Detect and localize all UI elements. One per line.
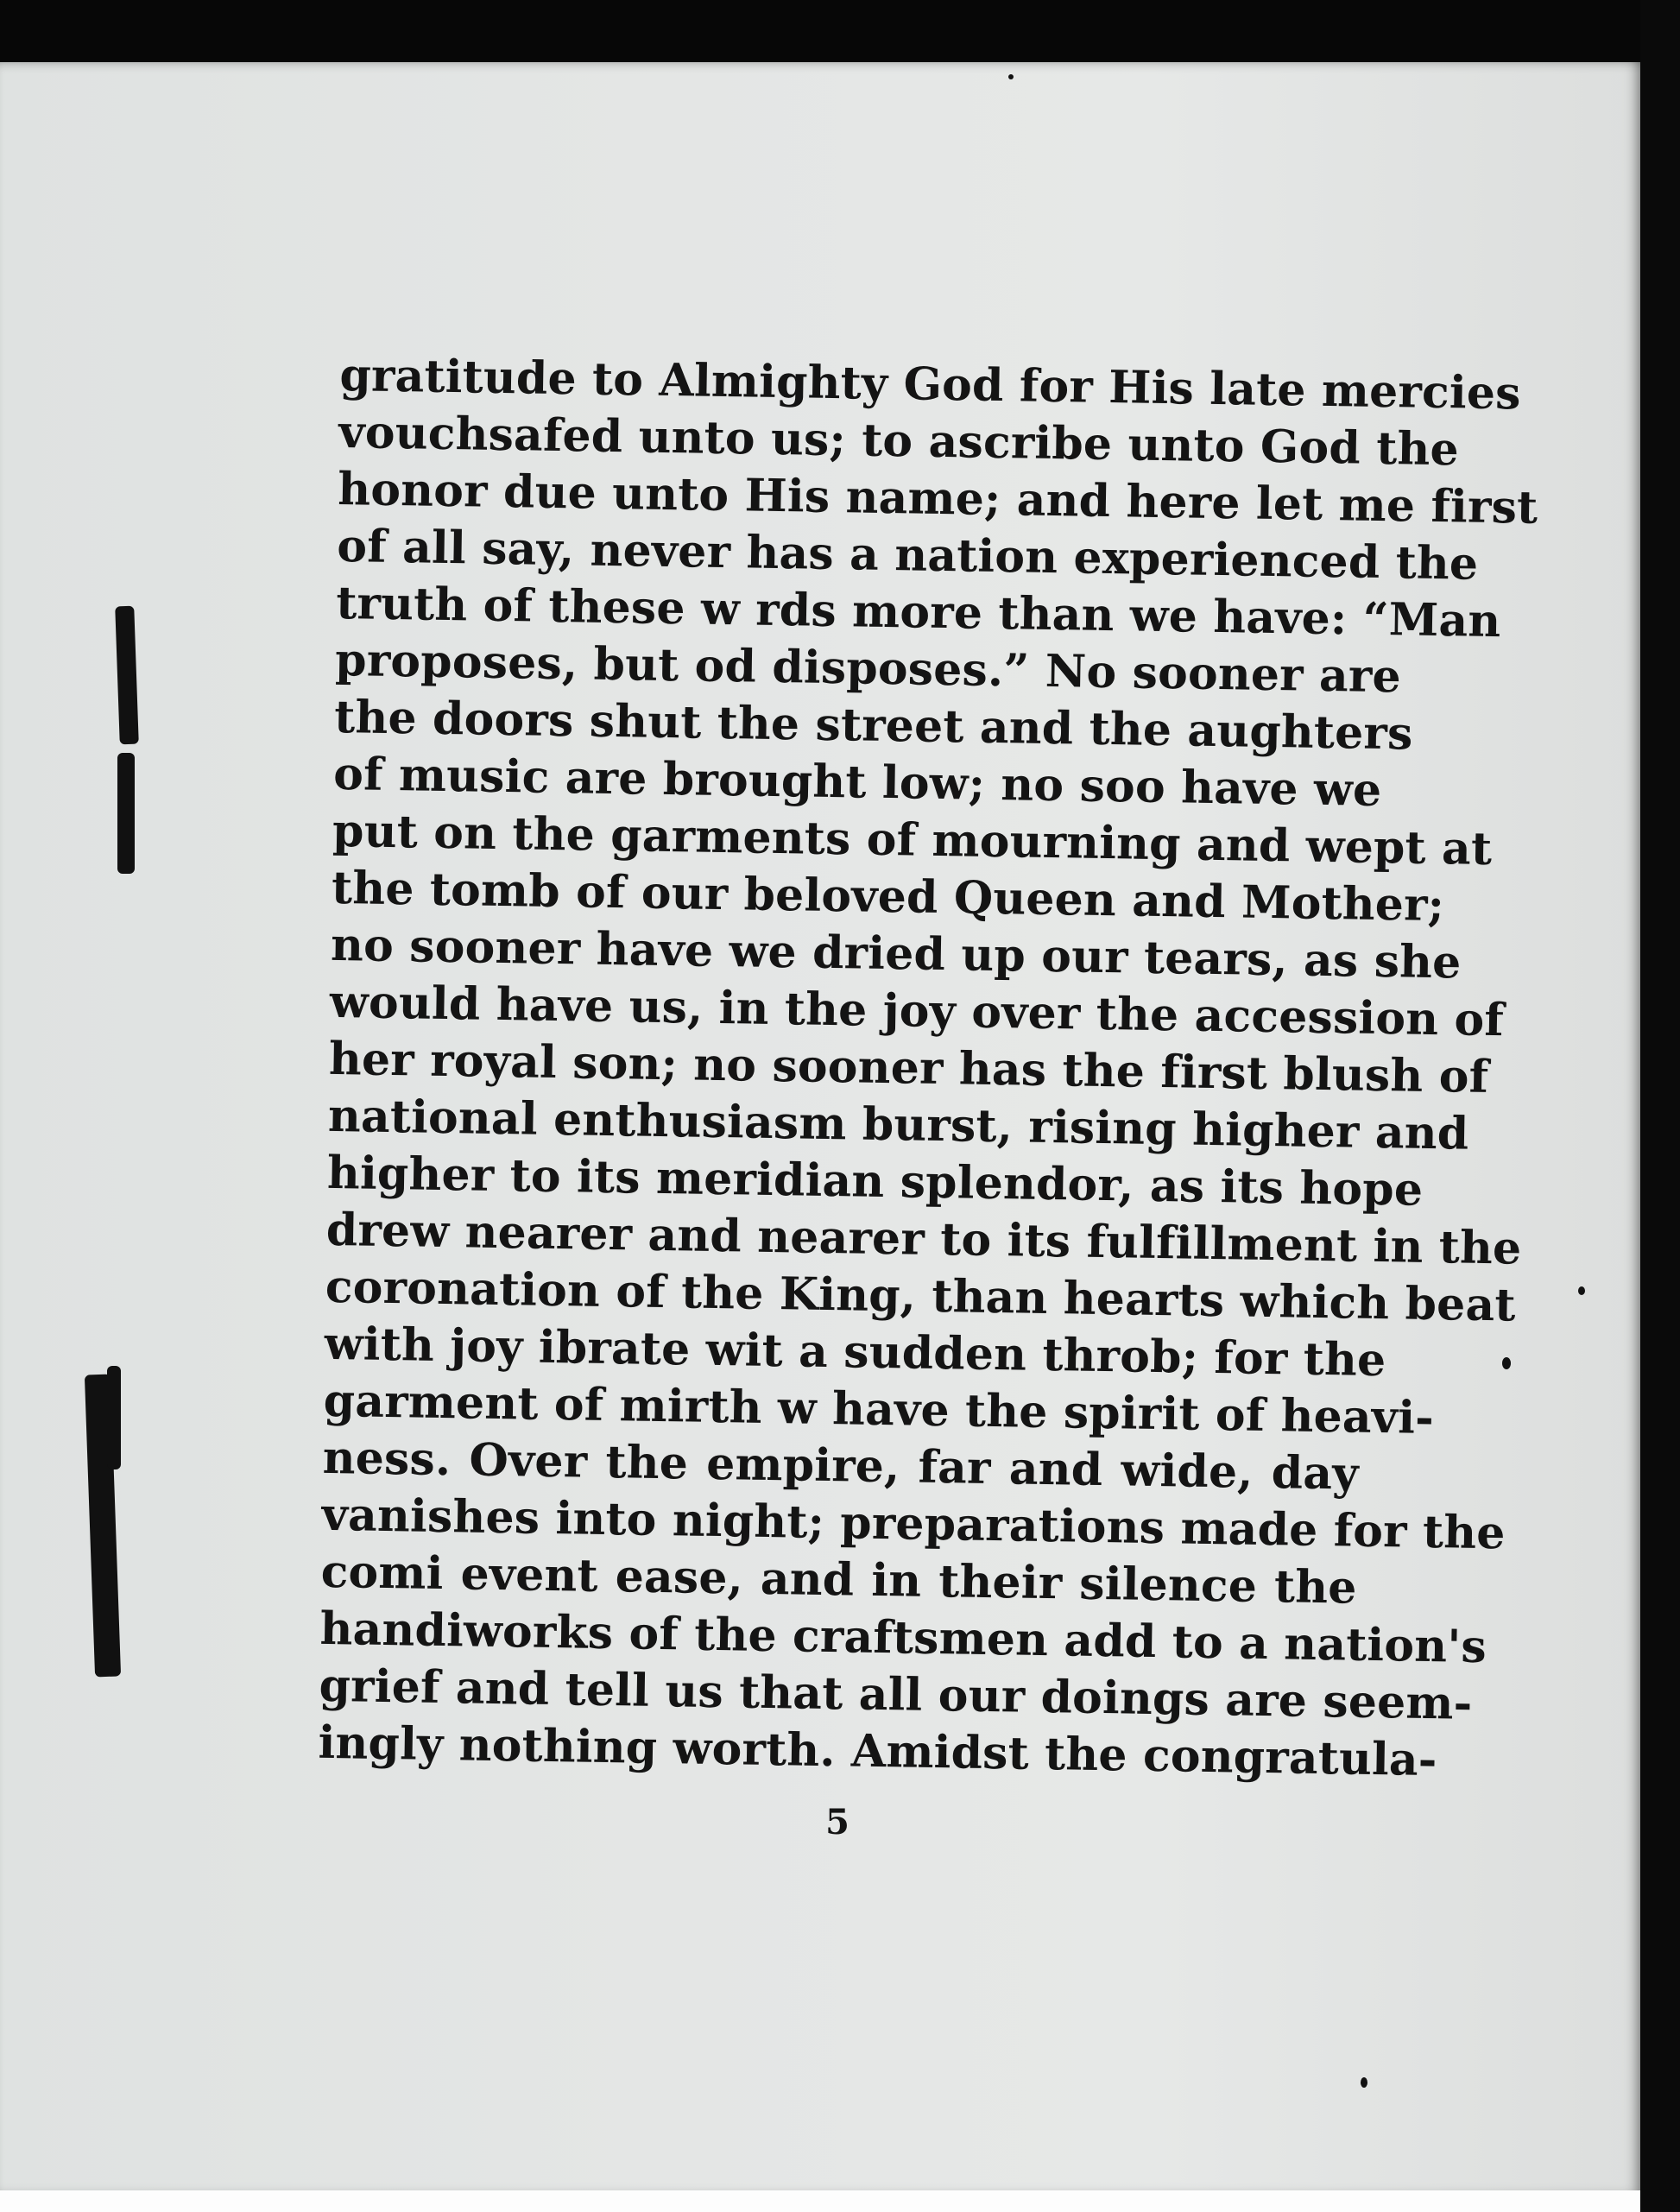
text-line: grief and tell us that all our doings are seem-: [319, 1659, 1473, 1730]
text-line: ness. Over the empire, far and wide, day: [322, 1431, 1360, 1501]
text-line: her royal son; no sooner has the first blush of: [328, 1032, 1489, 1103]
text-line: proposes, but od disposes.” No sooner are: [334, 633, 1402, 704]
speck-mark: [1008, 74, 1014, 79]
text-line: gratitude to Almighty God for His late mercies: [339, 348, 1522, 420]
text-line: garment of mirth w have the spirit of heavi-: [323, 1374, 1435, 1445]
text-line: honor due unto His name; and here let me first: [337, 462, 1538, 534]
binding-mark-upper: [115, 606, 139, 745]
speck-mark: [1502, 1357, 1511, 1369]
text-line: comi event ease, and in their silence the: [320, 1545, 1358, 1615]
body-text: [318, 347, 1538, 1788]
scan-border-top: [0, 0, 1680, 62]
text-line: the doors shut the street and the aughters: [333, 690, 1413, 761]
text-line: the tomb of our beloved Queen and Mother;: [331, 861, 1445, 932]
text-line: higher to its meridian splendor, as its hope: [326, 1146, 1424, 1217]
book-page: [0, 54, 1645, 2190]
text-line: would have us, in the joy over the accession of: [329, 975, 1505, 1047]
text-line: ingly nothing worth. Amidst the congratula-: [318, 1716, 1438, 1787]
text-line: no sooner have we dried up our tears, as she: [330, 918, 1462, 989]
scan-border-right: [1640, 0, 1680, 2212]
text-line: vanishes into night; preparations made for the: [321, 1488, 1506, 1560]
text-line: vouchsafed unto us; to ascribe unto God the: [338, 405, 1460, 477]
text-line: truth of these w rds more than we have: “Man: [335, 576, 1501, 648]
text-line: national enthusiasm burst, rising higher and: [327, 1089, 1469, 1160]
text-line: handiworks of the craftsmen add to a nation's: [319, 1602, 1487, 1674]
text-line: of all say, never has a nation experienced the: [336, 519, 1479, 591]
binding-mark-lower-left: [107, 1366, 121, 1469]
text-line: put on the garments of mourning and wept at: [332, 804, 1493, 876]
text-line: of music are brought low; no soo have we: [332, 747, 1382, 818]
binding-mark-upper-lower: [117, 753, 135, 874]
page-number: 5: [825, 1802, 849, 1842]
speck-mark: [1361, 2077, 1367, 2088]
text-line: coronation of the King, than hearts which beat: [325, 1260, 1517, 1332]
speck-mark: [1578, 1286, 1585, 1295]
text-line: drew nearer and nearer to its fulfillment in the: [325, 1203, 1522, 1275]
text-line: with joy ibrate wit a sudden throb; for the: [324, 1317, 1386, 1387]
